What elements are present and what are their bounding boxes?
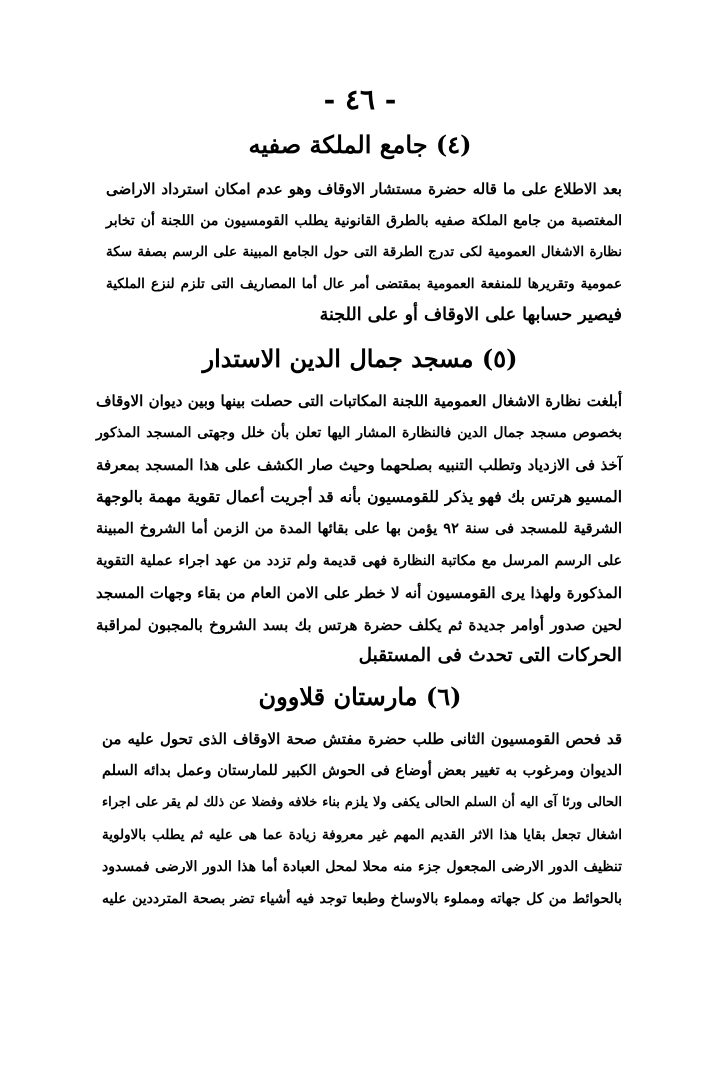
- paragraph-line: تنظيف الدور الارضى المجعول جزء منه محلا لمحل العبادة أما هذا الدور الارضى فمسدود: [102, 859, 622, 875]
- paragraph-line: آخذ فى الازدياد وتطلب التنبيه بصلحهما وحيث صار الكشف على هذا المسجد بمعرفة: [96, 456, 622, 474]
- paragraph-line: قد فحص القومسيون الثانى طلب حضرة مفتش صحة الاوقاف الذى تحول عليه من: [102, 730, 622, 748]
- paragraph-line: بالحوائط من كل جهاته ومملوء بالاوساخ وطبعا توجد فيه أشياء تضر بصحة المترددين عليه: [102, 891, 622, 907]
- paragraph-line: المسيو هرتس بك فهو يذكر للقومسيون بأنه قد أجريت أعمال تقوية مهمة بالوجهة: [96, 487, 622, 506]
- paragraph-line: أبلغت نظارة الاشغال العمومية اللجنة المكاتبات التى حصلت بينها وبين ديوان الاوقاف: [96, 392, 622, 410]
- section-heading-5: (٥) مسجد جمال الدين الاستدار: [202, 344, 518, 373]
- paragraph-line: الحالى ورئا آى اليه أن السلم الحالى يكفى ولا يلزم بناء خلافه وفضلا عن ذلك لم يقر على اجراء: [102, 795, 622, 810]
- paragraph-line: بخصوص مسجد جمال الدين فالنظارة المشار اليها تعلن بأن خلل وجهتى المسجد المذكور: [96, 425, 622, 441]
- paragraph-line: المذكورة ولهذا يرى القومسيون أنه لا خطر على الامن العام من بقاء وجهات المسجد: [96, 584, 622, 602]
- section-heading-4: (٤) جامع الملكة صفيه: [248, 130, 472, 159]
- paragraph-line: لحين صدور أوامر جديدة ثم يكلف حضرة هرتس بك بسد الشروخ بالمجبون لمراقبة: [96, 616, 622, 634]
- paragraph-line: المغتصبة من جامع الملكة صفيه بالطرق القانونية يطلب القومسيون من اللجنة أن تخابر: [106, 213, 622, 229]
- paragraph-line: اشغال تجعل بقايا هذا الاثر القديم المهم غير معروفة زيادة عما هى عليه ثم يطلب بالاولوية: [102, 827, 622, 843]
- paragraph-line: الشرقية للمسجد فى سنة ٩٢ يؤمن بها على بقائها المدة من الزمن أما الشروخ المبينة: [96, 520, 622, 537]
- paragraph-line: فيصير حسابها على الاوقاف أو على اللجنة: [319, 305, 622, 325]
- section-heading-6: (٦) مارستان قلاوون: [258, 682, 462, 711]
- paragraph-line: بعد الاطلاع على ما قاله حضرة مستشار الاوقاف وهو عدم امكان استرداد الاراضى: [106, 180, 622, 198]
- paragraph-line: الديوان ومرغوب به تغيير بعض أوضاع فى الحوش الكبير للمارستان وعمل بدائه السلم: [102, 762, 622, 779]
- paragraph-line: عمومية وتقريرها للمنفعة العمومية بمقتضى أمر عال أما المصاريف التى تلزم لنزع الملكية: [106, 276, 622, 292]
- paragraph-line: على الرسم المرسل مع مكاتبة النظارة فهى قديمة ولم تزدد من عهد اجراء عملية التقوية: [96, 553, 622, 569]
- paragraph-line: الحركات التى تحدث فى المستقبل: [358, 645, 622, 666]
- paragraph-line: نظارة الاشغال العمومية لكى تدرج الطرقة التى حول الجامع المبينة على الرسم بصفة سكة: [106, 244, 622, 260]
- page-number: - ٤٦ -: [323, 83, 397, 116]
